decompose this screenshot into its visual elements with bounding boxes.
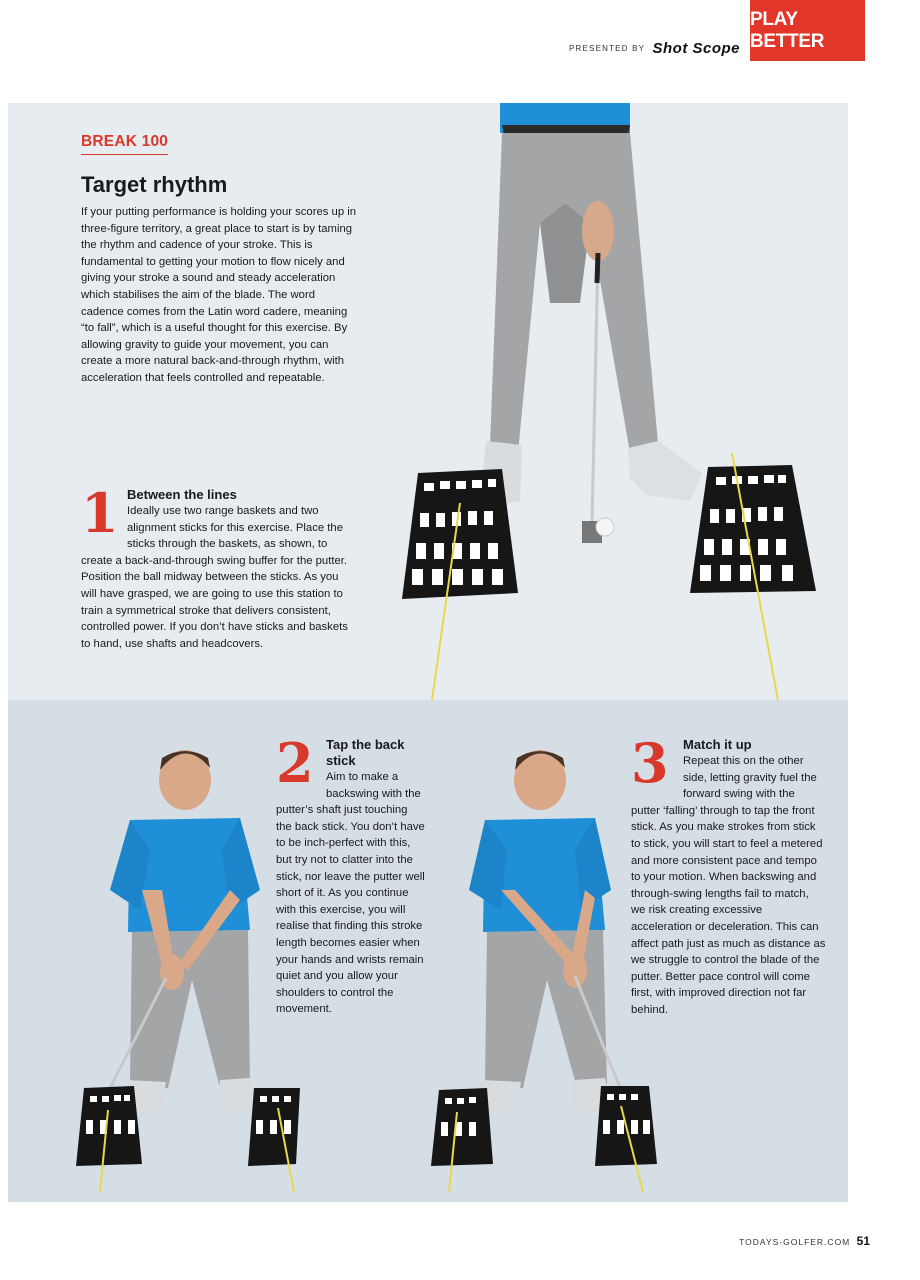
step-3 [631,731,826,1019]
left-basket [402,469,518,599]
sponsor-line [0,40,740,57]
right-basket [690,465,816,593]
page-footer [739,1234,870,1248]
step-body: Aim to make a backswing with the putter’s shaft just touching the back stick. You don’t have to be inch-perfect with this, but try not to clatter into the stick, nor leave the putter well short of it. As you continue with this exercise, you will realise that finding this stroke length becomes easier when your hands and wrists remain quiet and you allow your shoulders to control the movement. [276,771,425,1016]
step-title: Match it up [683,737,752,752]
step-title: Between the lines [127,487,237,502]
section-kicker: BREAK 100 [81,133,168,155]
presented-by-label: PRESENTED BY [568,44,646,53]
article-intro: If your putting performance is holding your scores up in three-figure territory, a great place to start is by taming the rhythm and cadence of your stroke. This is fundamental to getting your motion to flow nicely and giving your stroke a sound and steady acceleration which stabilises the aim of the blade. The word cadence comes from the Latin word cadere, meaning “to fall”, which is a useful thought for this exercise. By allowing gravity to guide your movement, you can create a more natural back-and-through rhythm, with acceleration that feels controlled and repeatable. [81,206,357,384]
site-url: TODAYS-GOLFER.COM [739,1237,851,1247]
step-2 [276,731,426,1018]
section-tab: PLAY BETTER [750,0,865,61]
step-1 [81,481,357,652]
backswing-photo [70,740,300,1192]
article-title: Target rhythm [81,172,228,197]
step-number: 1 [81,481,119,545]
step-body: Repeat this on the other side, letting gravity fuel the forward swing with the putter ‘falling’ through to tap the front stick. As you make strokes from stick to stick, you will start to feel a metered and more consistent pace and tempo to your motion. When backswing and through-swing lengths fail to match, we risk creating excessive acceleration or deceleration. This can affect path just as much as distance as we struggle to control the blade of the putter. Better pace control will come first, with improved direction not far behind. [631,755,826,1016]
through-swing-photo [425,740,665,1192]
golfer-stance-photo [390,103,840,700]
step-title: Tap the back stick [326,737,405,768]
page-number: 51 [856,1234,870,1248]
sponsor-logo: Shot Scope [652,40,740,57]
step-number: 3 [631,731,669,795]
step-body: Ideally use two range baskets and two alignment sticks for this exercise. Place the sticks through the baskets, as shown, to create a back-and-through swing buffer for the putter. Position the ball midway between the sticks. As you will have grasped, we are going to use this station to train a symmetrical stroke that delivers consistent, controlled power. If you don’t have sticks and baskets to hand, use shafts and headcovers. [81,505,348,650]
step-number: 2 [276,731,314,795]
